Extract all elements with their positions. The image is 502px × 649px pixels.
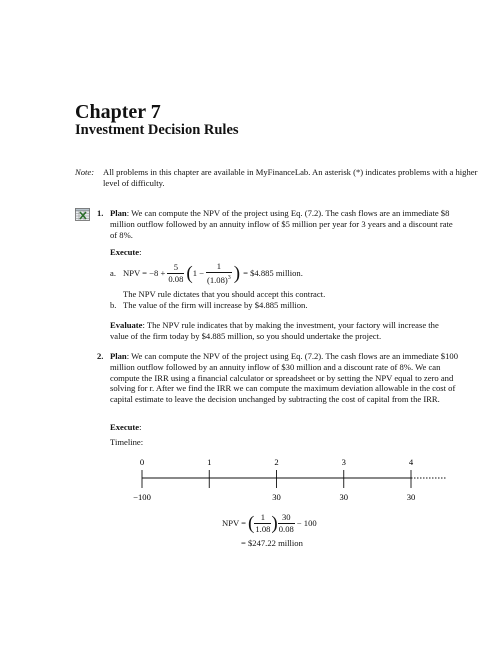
execute-label: Execute: [110, 422, 140, 432]
evaluate-label: Evaluate: [110, 320, 143, 330]
cash-flow-timeline: [130, 452, 450, 508]
timeline-period-label: 1: [207, 457, 212, 467]
chapter-title: Chapter 7: [75, 101, 161, 123]
npv-result-2: = $247.22 million: [241, 538, 303, 548]
note-text: All problems in this chapter are available in MyFinanceLab. An asterisk (*) indicates problems with a higher level of difficulty.: [103, 167, 478, 188]
npv-equation-2: NPV = ( $\frac{1}{1.08}$ ) $\frac{30}{0.08}$ − 100: [222, 512, 317, 534]
problem-2-plan: [110, 351, 462, 405]
npv-equation-1: NPV = −8 + $\frac{5}{0.08}$ ( 1 − $\frac{1}{(1.08)^3}$ ) = $4.885 million.: [123, 261, 303, 285]
fraction-1-over-1.08-cubed: $\frac{1}{(1.08)^3}$: [207, 261, 231, 285]
item-b-text: The value of the firm will increase by $4.885 million.: [123, 300, 308, 310]
fraction-1-over-1.08: $\frac{1}{1.08}$: [255, 512, 271, 534]
timeline-label: Timeline:: [110, 437, 144, 447]
item-a-letter: a.: [110, 268, 116, 278]
problem-1-execute: Execute:: [110, 247, 142, 257]
timeline-period-label: 2: [274, 457, 279, 467]
plan-text: : We can compute the NPV of the project using Eq. (7.2). The cash flows are an immediate $100 million outflow followed by an annuity inflow of $30 million and a discount rate of 8%. We can compute the IRR using a financial calculator or spreadsheet or by setting the NPV equal to zero and solving for r. After we find the IRR we can compute the maximum deviation allowable in the cost of capital estimate to leave the decision unchanged by subtracting the cost of capital from the IRR.: [110, 351, 458, 405]
note-label: Note:: [75, 167, 95, 177]
timeline-period-label: 3: [341, 457, 346, 467]
problem-1-plan: [110, 208, 462, 240]
timeline-cash-flow: 30: [272, 492, 281, 502]
timeline-cash-flow: −100: [133, 492, 151, 502]
problem-2-execute: Execute:: [110, 422, 142, 432]
timeline-cash-flow: 30: [339, 492, 349, 502]
spreadsheet-icon[interactable]: [75, 208, 90, 221]
chapter-subtitle: Investment Decision Rules: [75, 122, 239, 138]
problem-1-evaluate: Evaluate: The NPV rule indicates that by making the investment, your factory will increase the value of the firm today by $4.885 million, so you should undertake the project.: [110, 320, 439, 341]
timeline-period-label: 0: [139, 457, 145, 467]
problem-1-number: 1.: [97, 208, 104, 218]
plan-label: Plan: [110, 208, 127, 218]
item-a-followup: The NPV rule dictates that you should accept this contract.: [123, 289, 326, 299]
fraction-30-over-0.08: $\frac{30}{0.08}$: [278, 512, 294, 534]
problem-2-number: 2.: [97, 351, 104, 361]
plan-text: : We can compute the NPV of the project using Eq. (7.2). The cash flows are an immediate $8 million outflow followed by an annuity inflow of $5 million per year for 3 years and a discount rate of 8%.: [110, 208, 453, 240]
timeline-cash-flow: 30: [406, 492, 416, 502]
fraction-5-over-0.08: $\frac{5}{0.08}$: [168, 261, 184, 284]
item-b-letter: b.: [110, 300, 117, 310]
execute-label: Execute: [110, 247, 140, 257]
plan-label: Plan: [110, 351, 127, 361]
timeline-period-label: 4: [408, 457, 414, 467]
